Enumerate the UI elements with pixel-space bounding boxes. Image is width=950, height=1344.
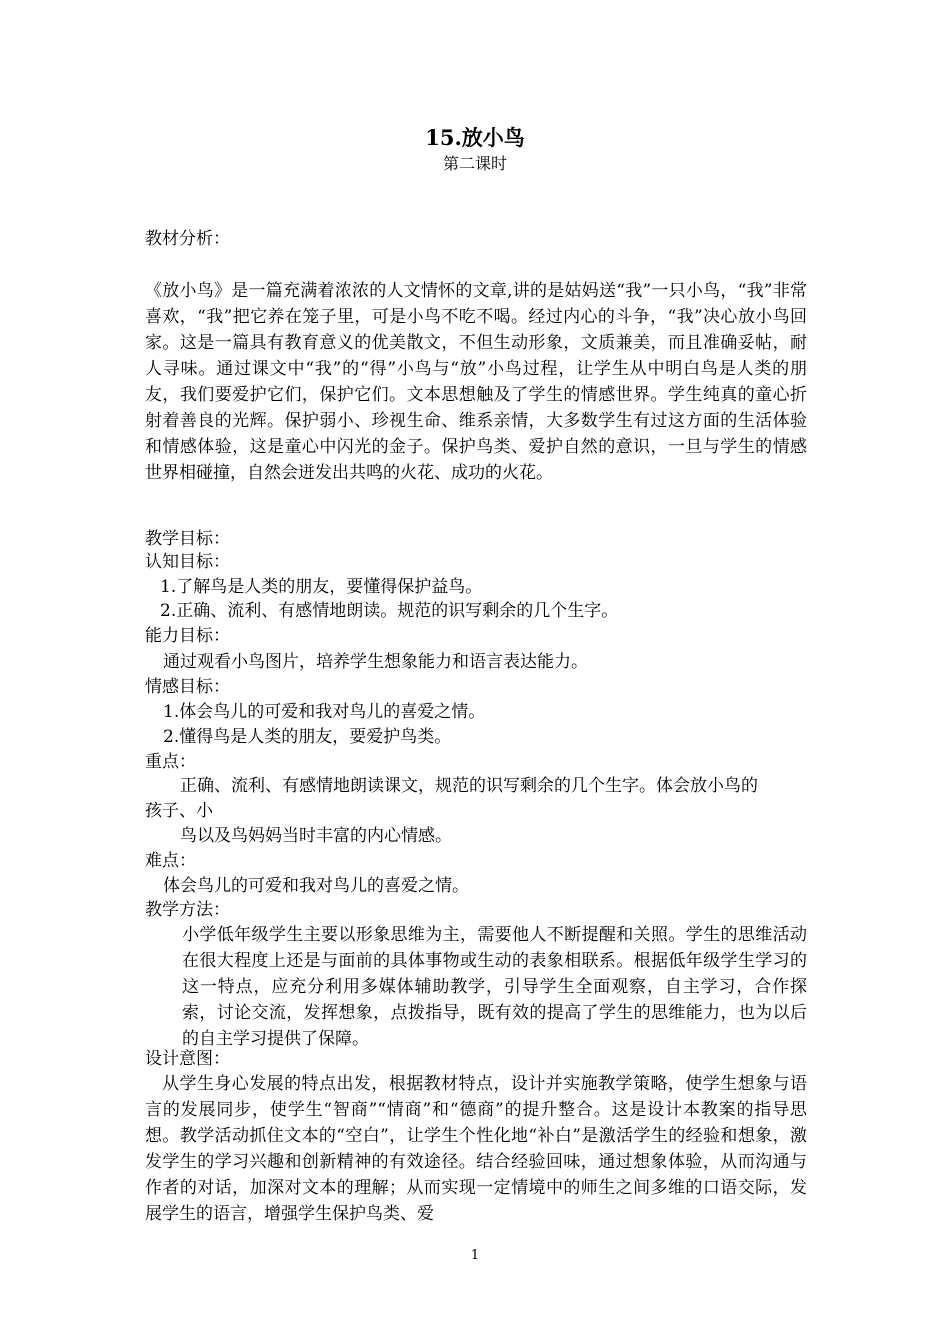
emotion-heading: 情感目标： <box>145 677 230 697</box>
cognitive-heading: 认知目标： <box>145 552 230 572</box>
analysis-heading: 教材分析： <box>145 229 230 249</box>
analysis-paragraph: 《放小鸟》是一篇充满着浓浓的人文情怀的文章,讲的是姑妈送“我”一只小鸟，“我”非常喜欢，“我”把它养在笼子里，可是小鸟不吃不喝。经过内心的斗争，“我”决心放小鸟回家。这是一篇具有教育意义的优美散文，不但生动形象，文质兼美，而且准确妥帖，耐人寻味。通过课文中“我”的“得”小鸟与“放”小鸟过程，让学生从中明白鸟是人类的朋友，我们要爱护它们，保护它们。文本思想触及了学生的情感世界。学生纯真的童心折射着善良的光辉。保护弱小、珍视生命、维系亲情，大多数学生有过这方面的生活体验和情感体验，这是童心中闪光的金子。保护鸟类、爱护自然的意识，一旦与学生的情感世界相碰撞，自然会迸发出共鸣的火花、成功的火花。 <box>145 281 807 483</box>
ability-goal-1: 通过观看小鸟图片，培养学生想象能力和语言表达能力。 <box>163 652 588 672</box>
ability-heading: 能力目标： <box>145 626 230 646</box>
cognitive-goal-1: 1.了解鸟是人类的朋友，要懂得保护益鸟。 <box>160 577 483 597</box>
key-line-1: 正确、流利、有感情地朗读课文，规范的识写剩余的几个生字。体会放小鸟的 <box>180 776 758 796</box>
design-paragraph: 从学生身心发展的特点出发，根据教材特点，设计并实施教学策略，使学生想象与语言的发展同步，使学生“智商”“情商”和“德商”的提升整合。这是设计本教案的指导思想。教学活动抓住文本的“空白”，让学生个性化地“补白”是激活学生的经验和想象，激发学生的学习兴趣和创新精神的有效途径。结合经验回味，通过想象体验，从而沟通与作者的对话，加深对文本的理解；从而实现一定情境中的师生之间多维的口语交际，发展学生的语言，增强学生保护鸟类、爱 <box>145 1074 807 1224</box>
difficulty-heading: 难点： <box>145 851 196 871</box>
design-heading: 设计意图： <box>145 1049 230 1069</box>
emotion-goal-1: 1.体会鸟儿的可爱和我对鸟儿的喜爱之情。 <box>163 702 486 722</box>
method-heading: 教学方法： <box>145 900 230 920</box>
emotion-goal-2: 2.懂得鸟是人类的朋友，要爱护鸟类。 <box>163 727 452 747</box>
goals-heading: 教学目标： <box>145 529 230 549</box>
cognitive-goal-2: 2.正确、流利、有感情地朗读。规范的识写剩余的几个生字。 <box>160 601 619 621</box>
key-line-2: 孩子、小 <box>145 801 213 821</box>
doc-title: 15.放小鸟 <box>425 125 525 150</box>
difficulty-1: 体会鸟儿的可爱和我对鸟儿的喜爱之情。 <box>163 876 469 896</box>
doc-subtitle: 第二课时 <box>442 154 507 173</box>
page-number: 1 <box>470 1248 480 1263</box>
key-heading: 重点： <box>145 752 196 772</box>
method-paragraph: 小学低年级学生主要以形象思维为主，需要他人不断提醒和关照。学生的思维活动在很大程度上还是与面前的具体事物或生动的表象相联系。根据低年级学生学习的这一特点，应充分利用多媒体辅助教学，引导学生全面观察，自主学习，合作探索，讨论交流，发挥想象，点拨指导，既有效的提高了学生的思维能力，也为以后的自主学习提供了保障。 <box>182 925 807 1049</box>
key-line-3: 鸟以及鸟妈妈当时丰富的内心情感。 <box>180 826 452 846</box>
